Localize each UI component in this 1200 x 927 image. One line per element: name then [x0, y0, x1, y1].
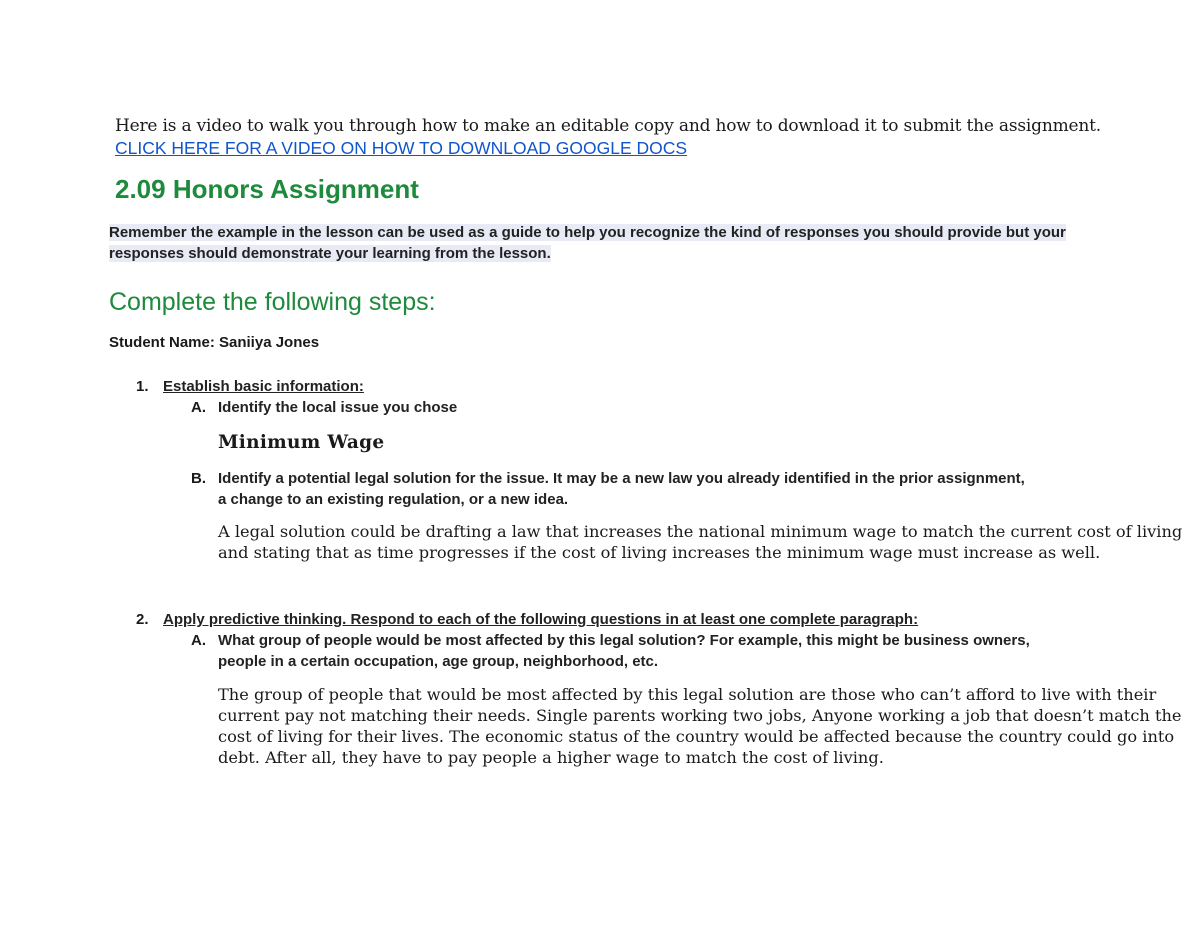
step-2a-answer-line-4: debt. After all, they have to pay people a higher wage to match the cost of living.	[218, 748, 884, 767]
step-2-number: 2.	[136, 611, 149, 628]
student-name: Student Name: Saniiya Jones	[109, 334, 320, 351]
step-1-number: 1.	[136, 378, 149, 395]
step-2a-prompt	[218, 630, 1030, 672]
step-2a-answer-line-1: The group of people that would be most affected by this legal solution are those who can’t afford to live with their	[218, 685, 1157, 704]
intro-text: Here is a video to walk you through how to make an editable copy and how to download it to submit the assignment.	[115, 116, 1101, 136]
step-1b-answer-line-2: and stating that as time progresses if the cost of living increases the minimum wage must increase as well.	[218, 543, 1101, 562]
step-2-label: Apply predictive thinking. Respond to each of the following questions in at least one complete paragraph:	[163, 611, 919, 628]
assignment-title: 2.09 Honors Assignment	[115, 174, 419, 204]
step-1b-prompt	[218, 468, 1025, 510]
step-2a-answer-line-3: cost of living for their lives. The economic status of the country would be affected because the country could go into	[218, 727, 1175, 746]
step-1a-answer: Minimum Wage	[218, 432, 385, 453]
step-1b-answer-line-1: A legal solution could be drafting a law that increases the national minimum wage to match the current cost of living	[218, 522, 1183, 541]
step-2a-answer	[218, 684, 1181, 768]
reminder-line-2: responses should demonstrate your learning from the lesson.	[109, 245, 551, 262]
reminder-note	[109, 222, 1149, 264]
step-2a-answer-line-2: current pay not matching their needs. Single parents working two jobs, Anyone working a job that doesn’t match the	[218, 706, 1182, 725]
step-1b-prompt-line-1: Identify a potential legal solution for the issue. It may be a new law you already identified in the prior assignment,	[218, 470, 1025, 487]
steps-heading: Complete the following steps:	[109, 288, 436, 316]
video-download-link[interactable]: CLICK HERE FOR A VIDEO ON HOW TO DOWNLOAD GOOGLE DOCS	[115, 138, 688, 158]
step-2a-prompt-line-2: people in a certain occupation, age group, neighborhood, etc.	[218, 653, 659, 670]
step-1b-answer	[218, 521, 1182, 563]
step-1a-letter: A.	[191, 399, 206, 416]
step-1a-prompt: Identify the local issue you chose	[218, 399, 458, 416]
step-1-label: Establish basic information:	[163, 378, 364, 395]
step-2a-letter: A.	[191, 632, 206, 649]
step-2a-prompt-line-1: What group of people would be most affected by this legal solution? For example, this might be business owners,	[218, 632, 1030, 649]
reminder-line-1: Remember the example in the lesson can be used as a guide to help you recognize the kind of responses you should provide but your	[109, 224, 1066, 241]
step-1b-prompt-line-2: a change to an existing regulation, or a new idea.	[218, 491, 569, 508]
step-1b-letter: B.	[191, 470, 206, 487]
